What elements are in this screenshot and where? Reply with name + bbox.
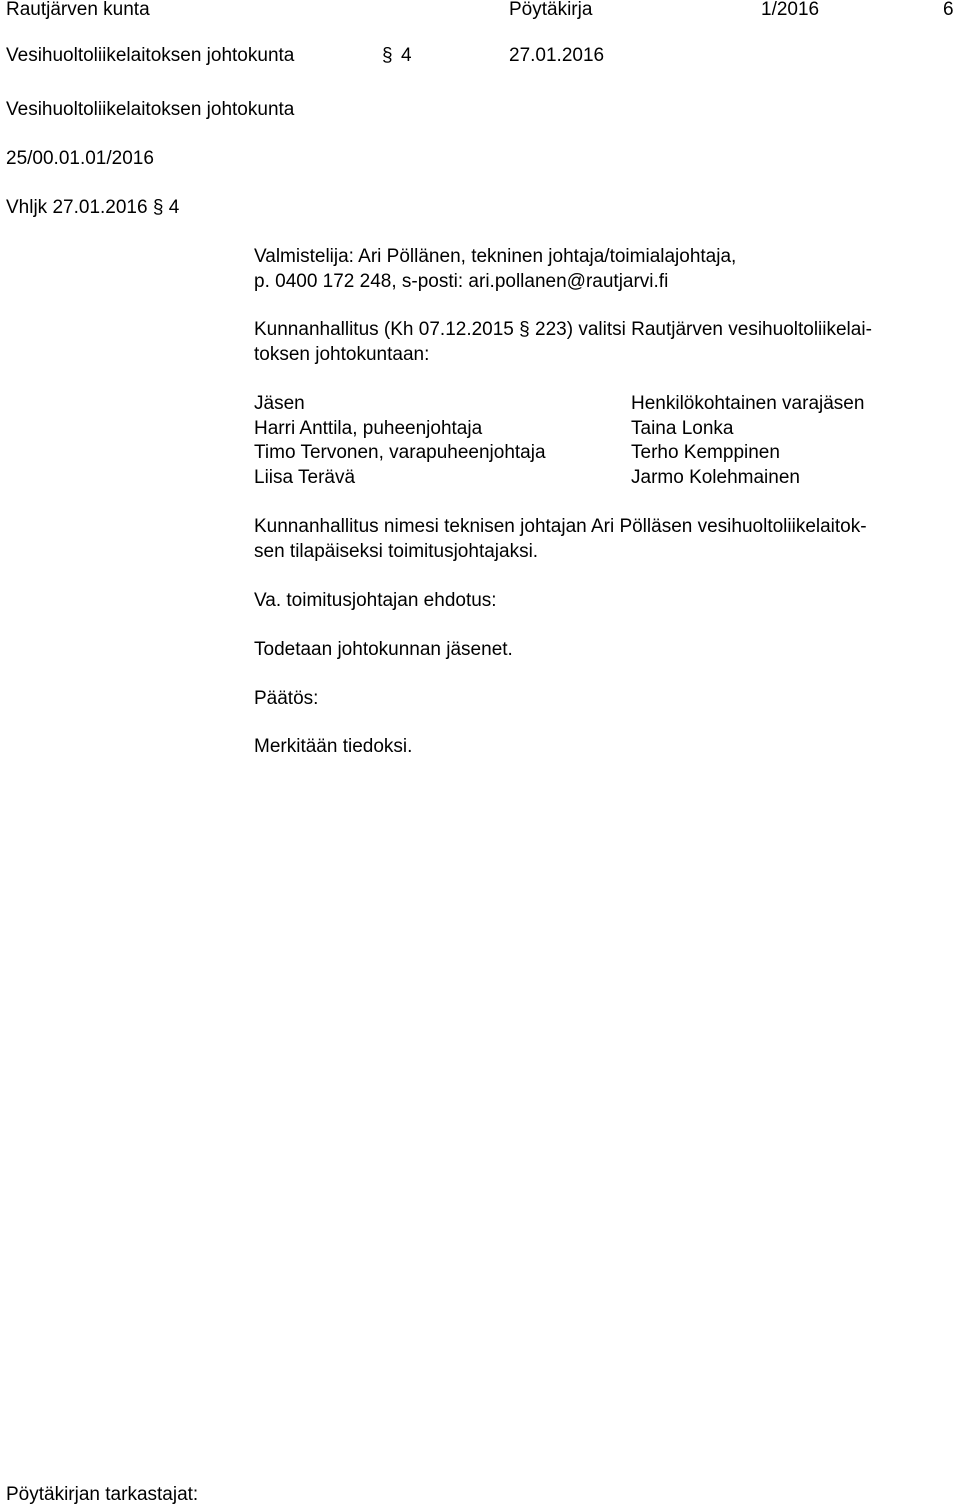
intro-line-2: toksen johtokuntaan: — [254, 343, 430, 365]
case-body-name: Vesihuoltoliikelaitoksen johtokunta — [6, 99, 295, 120]
intro-line-1-end: 223) valitsi Rautjärven vesihuoltoliikelai- — [535, 319, 872, 340]
preparer-line-1: Valmistelija: Ari Pöllänen, tekninen johtaja/toimialajohtaja, — [254, 246, 737, 267]
section-symbol: § — [382, 45, 393, 66]
appointment-paragraph — [254, 515, 944, 564]
table-row — [254, 417, 944, 442]
member-name: Harri Anttila, puheenjohtaja — [254, 417, 483, 439]
meeting-date: 27.01.2016 — [509, 45, 605, 66]
intro-paragraph — [254, 318, 944, 367]
proposal-text: Todetaan johtokunnan jäsenet. — [254, 639, 513, 660]
members-header-row — [254, 392, 944, 417]
proposal-label: Va. toimitusjohtajan ehdotus: — [254, 590, 497, 611]
document-number: 1/2016 — [761, 0, 820, 20]
preparer-block — [254, 245, 944, 294]
preparer-line-2: p. 0400 172 248, s-posti: ari.pollanen@rautjarvi.fi — [254, 270, 669, 292]
appointment-line-2: sen tilapäiseksi toimitusjohtajaksi. — [254, 540, 539, 562]
section-symbol: § — [152, 197, 164, 218]
case-reference-section: 4 — [168, 197, 180, 218]
deputy-name: Taina Lonka — [631, 417, 734, 439]
member-name: Timo Tervonen, varapuheenjohtaja — [254, 442, 546, 463]
member-column-header: Jäsen — [254, 393, 305, 414]
meeting-body-name: Vesihuoltoliikelaitoksen johtokunta — [6, 45, 295, 66]
member-name: Liisa Terävä — [254, 466, 356, 488]
table-row — [254, 441, 944, 466]
minutes-checkers-label: Pöytäkirjan tarkastajat: — [6, 1484, 199, 1505]
document-type: Pöytäkirja — [509, 0, 593, 20]
case-reference — [6, 196, 179, 220]
case-id: 25/00.01.01/2016 — [6, 148, 154, 169]
deputy-name: Terho Kemppinen — [631, 442, 780, 463]
section-symbol: § — [519, 319, 530, 340]
case-reference-text: Vhljk 27.01.2016 — [6, 197, 148, 218]
intro-line-1-start: Kunnanhallitus (Kh 07.12.2015 — [254, 319, 514, 340]
municipality-name: Rautjärven kunta — [6, 0, 150, 20]
section-number: 4 — [401, 45, 412, 66]
page-number: 6 — [943, 0, 954, 20]
table-row — [254, 466, 944, 491]
appointment-line-1: Kunnanhallitus nimesi teknisen johtajan Ari Pölläsen vesihuoltoliikelaitok- — [254, 516, 867, 537]
members-table — [254, 392, 944, 490]
deputy-column-header: Henkilökohtainen varajäsen — [631, 393, 865, 414]
decision-text: Merkitään tiedoksi. — [254, 736, 413, 757]
intro-line-1 — [254, 318, 944, 343]
decision-label: Päätös: — [254, 688, 319, 709]
deputy-name: Jarmo Kolehmainen — [631, 466, 800, 488]
